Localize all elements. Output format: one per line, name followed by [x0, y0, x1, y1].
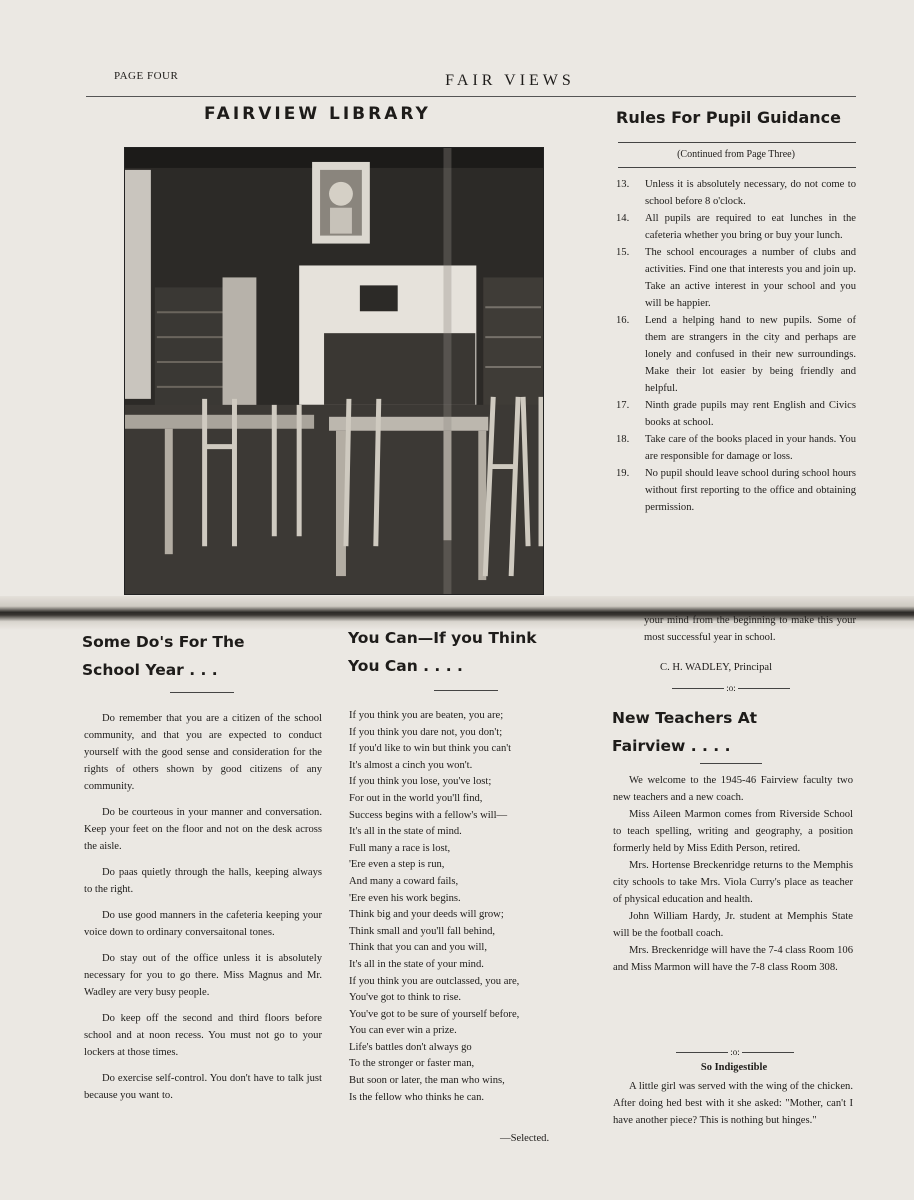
dos-title-rule: [170, 692, 234, 693]
dos-paragraph: Do use good manners in the cafeteria keeping your voice down to ordinary conversaitonal tones.: [84, 910, 322, 938]
rules-rule-top: [618, 142, 856, 143]
poem-line: Think that you can and you will,: [349, 942, 487, 954]
rules-list: [616, 176, 856, 516]
poem-line: Success begins with a fellow's will—: [349, 809, 508, 821]
poem-line: For out in the world you'll find,: [349, 792, 483, 804]
rule-text: Lend a helping hand to new pupils. Some of them are strangers in the city and perhaps are lonely and confused in their new surroundings. Make their lot easier by being friendly and helpful.: [645, 315, 856, 394]
poem-line: And many a coward fails,: [349, 875, 459, 887]
masthead: FAIR VIEWS: [445, 72, 575, 89]
poem-body: [349, 708, 589, 1106]
rule-text: All pupils are required to eat lunches in the cafeteria whether you bring or buy your lunch.: [645, 213, 856, 241]
teachers-paragraph: We welcome to the 1945-46 Fairview faculty two new teachers and a new coach.: [613, 775, 853, 803]
divider-mark: :o:: [730, 1047, 740, 1057]
poem-line: 'Ere even his work begins.: [349, 892, 461, 904]
rule-item: [616, 176, 856, 210]
rules-rule-bottom: [618, 167, 856, 168]
rule-number: 15.: [616, 247, 630, 258]
rules-title: Rules For Pupil Guidance: [616, 108, 841, 127]
poem-line: It's all in the state of your mind.: [349, 958, 484, 970]
poem-line: It's almost a cinch you won't.: [349, 759, 473, 771]
teachers-title-line2: Fairview . . . .: [612, 737, 731, 755]
rule-item: [616, 397, 856, 431]
poem-title-rule: [434, 690, 498, 691]
dos-title-line2: School Year . . .: [82, 661, 218, 679]
rule-number: 18.: [616, 434, 630, 445]
teachers-paragraph: Miss Aileen Marmon comes from Riverside School to teach spelling, writing and geography, a position formerly held by Miss Edith Person, retired.: [613, 809, 853, 854]
poem-line: If you think you lose, you've lost;: [349, 776, 492, 788]
rule-number: 14.: [616, 213, 630, 224]
poem-line: If you think you dare not, you don't;: [349, 726, 503, 738]
dos-paragraph: Do be courteous in your manner and conversation. Keep your feet on the floor and not on the desk across the aisle.: [84, 807, 322, 852]
dos-paragraph: Do remember that you are a citizen of the school community, and that you are expected to conduct yourself with the good sense and consideration for the rights of others shown by good citizens of any community.: [84, 713, 322, 792]
dos-paragraph: Do keep off the second and third floors before school and at noon recess. You must not go to your lockers at those times.: [84, 1013, 322, 1058]
rule-number: 19.: [616, 468, 630, 479]
dos-paragraph: Do stay out of the office unless it is absolutely necessary for you to go there. Miss Magnus and Mr. Wadley are very busy people.: [84, 953, 322, 998]
dos-paragraph: Do paas quietly through the halls, keeping always to the right.: [84, 867, 322, 895]
rule-number: 17.: [616, 400, 630, 411]
teachers-title-line1: New Teachers At: [612, 709, 758, 727]
rule-item: [616, 244, 856, 312]
library-title: FAIRVIEW LIBRARY: [204, 104, 431, 124]
teachers-body: [613, 772, 853, 976]
page-number: PAGE FOUR: [114, 70, 179, 82]
poem-line: To the stronger or faster man,: [349, 1058, 475, 1070]
teachers-paragraph: Mrs. Breckenridge will have the 7-4 class Room 106 and Miss Marmon will have the 7-8 class Room 308.: [613, 945, 853, 973]
teachers-paragraph: John William Hardy, Jr. student at Memphis State will be the football coach.: [613, 911, 853, 939]
poem-line: But soon or later, the man who wins,: [349, 1075, 505, 1087]
poem-line: You can ever win a prize.: [349, 1025, 457, 1037]
teachers-title-rule: [700, 763, 762, 764]
poem-line: You've got to think to rise.: [349, 992, 462, 1004]
joke-body: [613, 1078, 853, 1129]
rules-continued-note: (Continued from Page Three): [677, 149, 795, 160]
library-photo-illustration: [125, 148, 543, 594]
library-photo: [124, 147, 544, 595]
poem-line: Think small and you'll fall behind,: [349, 925, 496, 937]
rules-tail-text: your mind from the beginning to make this your most successful year in school.: [644, 615, 856, 643]
poem-title: [348, 624, 537, 680]
rule-item: [616, 431, 856, 465]
poem-line: You've got to be sure of yourself before,: [349, 1008, 520, 1020]
rule-text: No pupil should leave school during school hours without first reporting to the office and obtaining permission.: [645, 468, 856, 513]
joke-title: So Indigestible: [700, 1062, 768, 1073]
poem-line: It's all in the state of mind.: [349, 826, 462, 838]
poem-line: If you'd like to win but think you can't: [349, 743, 512, 755]
header-rule: [86, 96, 856, 97]
poem-line: Is the fellow who thinks he can.: [349, 1091, 485, 1103]
poem-line: Life's battles don't always go: [349, 1041, 472, 1053]
poem-line: Full many a race is lost,: [349, 842, 451, 854]
rule-item: [616, 465, 856, 516]
poem-line: Think big and your deeds will grow;: [349, 909, 504, 921]
poem-line: If you think you are beaten, you are;: [349, 710, 504, 721]
dos-title: [82, 628, 245, 684]
principal-signature: C. H. WADLEY, Principal: [660, 662, 773, 673]
dos-body: [84, 710, 322, 1113]
poem-title-line2: You Can . . . .: [348, 657, 463, 675]
rule-number: 13.: [616, 179, 630, 190]
section-divider: [656, 683, 806, 693]
divider-mark: :o:: [726, 683, 736, 693]
rule-item: [616, 210, 856, 244]
rule-text: Unless it is absolutely necessary, do not come to school before 8 o'clock.: [645, 179, 856, 207]
poem-credit: —Selected.: [500, 1133, 550, 1144]
poem-title-line1: You Can—If you Think: [348, 629, 537, 647]
teachers-paragraph: Mrs. Hortense Breckenridge returns to the Memphis city schools to take Mrs. Viola Curry's place as teacher of physical education and health.: [613, 860, 853, 905]
joke-text: A little girl was served with the wing of the chicken. After doing hed best with it she asked: "Mother, can't I have another piece? This is nothing but hinges.": [613, 1081, 853, 1126]
dos-paragraph: Do exercise self-control. You don't have to talk just because you want to.: [84, 1073, 322, 1101]
dos-title-line1: Some Do's For The: [82, 633, 245, 651]
section-divider: [660, 1047, 810, 1057]
poem-line: 'Ere even a step is run,: [349, 859, 445, 871]
rule-item: [616, 312, 856, 397]
poem-line: If you think you are outclassed, you are,: [349, 975, 520, 987]
rule-text: The school encourages a number of clubs and activities. Find one that interests you and join up. Take an active interest in your school and you will be happier.: [645, 247, 856, 309]
teachers-title: [612, 704, 757, 760]
rule-text: Ninth grade pupils may rent English and Civics books at school.: [645, 400, 856, 428]
rule-text: Take care of the books placed in your hands. You are responsible for damage or loss.: [645, 434, 856, 462]
rule-number: 16.: [616, 315, 630, 326]
